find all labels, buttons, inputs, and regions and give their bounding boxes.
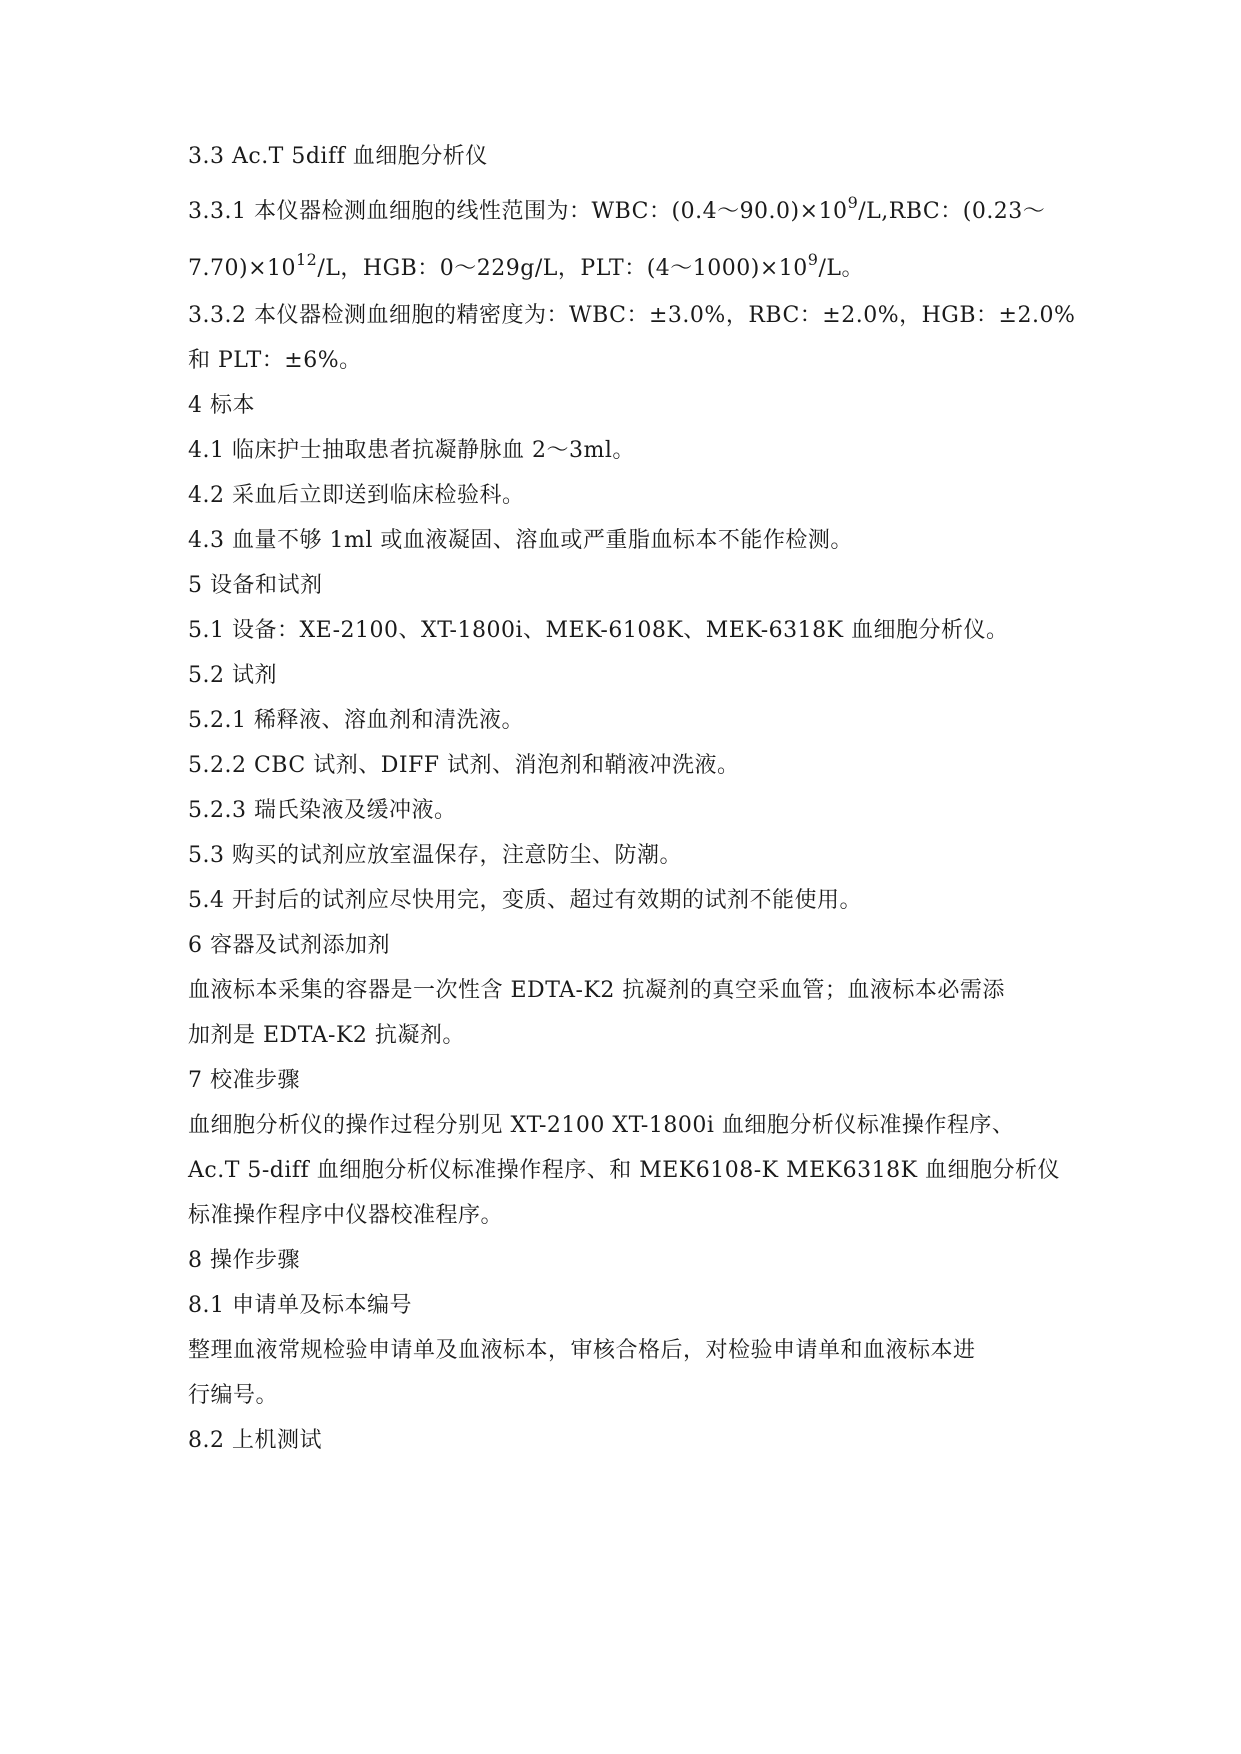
section-4-1: 4.1 临床护士抽取患者抗凝静脉血 2～3ml。 xyxy=(188,438,635,463)
section-5-3: 5.3 购买的试剂应放室温保存，注意防尘、防潮。 xyxy=(188,843,682,868)
section-5-2: 5.2 试剂 xyxy=(188,663,277,688)
section-7-line-2: Ac.T 5-diff 血细胞分析仪标准操作程序、和 MEK6108-K MEK6318K 血细胞分析仪 xyxy=(188,1158,1061,1183)
section-7-heading: 7 校准步骤 xyxy=(188,1068,300,1093)
section-5-heading: 5 设备和试剂 xyxy=(188,573,323,598)
section-6-line-2: 加剂是 EDTA-K2 抗凝剂。 xyxy=(188,1023,465,1048)
s331-cont-prefix: 7.70)×10 xyxy=(188,256,296,281)
section-4-heading: 4 标本 xyxy=(188,393,255,418)
section-3-3-1-line-2 xyxy=(188,250,864,284)
section-8-1-line-2: 行编号。 xyxy=(188,1383,279,1408)
section-6-line-1: 血液标本采集的容器是一次性含 EDTA-K2 抗凝剂的真空采血管；血液标本必需添 xyxy=(188,978,1005,1003)
s331-cont-end: /L。 xyxy=(818,256,864,281)
section-7-line-3: 标准操作程序中仪器校准程序。 xyxy=(188,1203,504,1228)
section-7-line-1: 血细胞分析仪的操作过程分别见 XT-2100 XT-1800i 血细胞分析仪标准操作程序、 xyxy=(188,1113,1015,1138)
section-5-4: 5.4 开封后的试剂应尽快用完，变质、超过有效期的试剂不能使用。 xyxy=(188,888,862,913)
section-6-heading: 6 容器及试剂添加剂 xyxy=(188,933,390,958)
section-8-1-line-1: 整理血液常规检验申请单及血液标本，审核合格后，对检验申请单和血液标本进 xyxy=(188,1338,976,1363)
section-3-3-1-line-1 xyxy=(188,193,1046,227)
section-5-2-1: 5.2.1 稀释液、溶血剂和清洗液。 xyxy=(188,708,524,733)
wbc-exponent: 9 xyxy=(847,193,859,212)
section-5-2-3: 5.2.3 瑞氏染液及缓冲液。 xyxy=(188,798,457,823)
section-4-3: 4.3 血量不够 1ml 或血液凝固、溶血或严重脂血标本不能作检测。 xyxy=(188,528,853,553)
s331-prefix: 3.3.1 本仪器检测血细胞的线性范围为：WBC：(0.4～90.0)×10 xyxy=(188,199,848,224)
section-5-2-2: 5.2.2 CBC 试剂、DIFF 试剂、消泡剂和鞘液冲洗液。 xyxy=(188,753,740,778)
section-4-2: 4.2 采血后立即送到临床检验科。 xyxy=(188,483,525,508)
section-5-1: 5.1 设备：XE-2100、XT-1800i、MEK-6108K、MEK-6318K 血细胞分析仪。 xyxy=(188,618,1009,643)
section-3-3-2-line-2: 和 PLT：±6%。 xyxy=(188,348,362,373)
s331-mid: /L,RBC：(0.23～ xyxy=(858,199,1046,224)
section-8-2: 8.2 上机测试 xyxy=(188,1428,322,1453)
section-3-3-heading: 3.3 Ac.T 5diff 血细胞分析仪 xyxy=(188,144,488,169)
plt-exponent: 9 xyxy=(807,250,819,269)
section-8-1: 8.1 申请单及标本编号 xyxy=(188,1293,412,1318)
s331-cont-mid: /L，HGB：0～229g/L，PLT：(4～1000)×10 xyxy=(317,256,808,281)
section-3-3-2-line-1: 3.3.2 本仪器检测血细胞的精密度为：WBC：±3.0%，RBC：±2.0%，HGB：±2.0% xyxy=(188,303,1076,328)
rbc-exponent: 12 xyxy=(296,250,318,269)
section-8-heading: 8 操作步骤 xyxy=(188,1248,300,1273)
